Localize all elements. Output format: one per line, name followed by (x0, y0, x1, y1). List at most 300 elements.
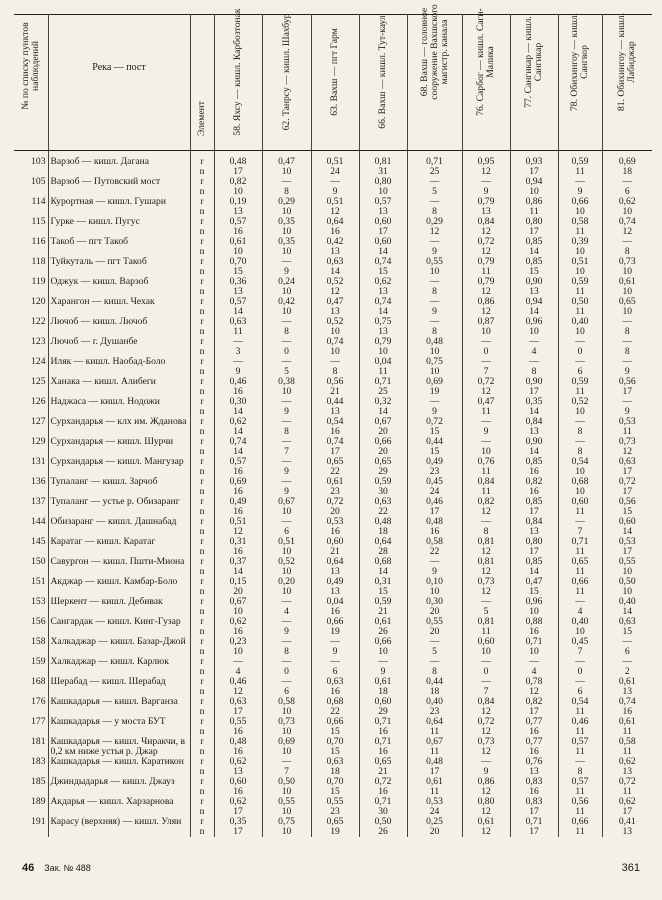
element-label: n (190, 787, 214, 797)
count-value: 10 (262, 547, 311, 557)
correlation-value: 0,60 (214, 777, 262, 787)
count-value: 13 (622, 826, 633, 837)
count-value: 21 (359, 767, 407, 777)
element-label: n (190, 447, 214, 457)
count-value: 8 (407, 327, 462, 337)
correlation-value: 0,50 (618, 576, 636, 587)
station-number: 168 (14, 677, 48, 687)
count-value: 19 (407, 387, 462, 397)
correlation-value: 0,44 (407, 437, 462, 447)
count-value: 16 (214, 227, 262, 237)
count-value: 22 (359, 507, 407, 517)
count-value: 20 (311, 507, 359, 517)
count-value: 14 (510, 407, 558, 417)
count-value: 10 (622, 286, 633, 297)
count-value: 6 (262, 527, 311, 537)
count-value: 13 (510, 427, 558, 437)
count-value: 10 (262, 707, 311, 717)
correlation-value: — (622, 396, 633, 407)
count-value: 12 (407, 227, 462, 237)
correlation-value: 0,44 (407, 677, 462, 687)
correlation-value: — (558, 757, 602, 767)
count-value: 15 (622, 506, 633, 517)
count-value: 0 (462, 667, 510, 677)
correlation-value: 0,59 (359, 597, 407, 607)
count-value: 10 (262, 567, 311, 577)
correlation-value: 0,71 (407, 151, 462, 168)
station-number: 144 (14, 517, 48, 527)
correlation-value: 0,58 (618, 736, 636, 747)
element-label: r (190, 537, 214, 547)
station-number: 156 (14, 617, 48, 627)
count-value: 14 (214, 567, 262, 577)
count-value: 13 (462, 207, 510, 217)
count-value: 23 (407, 707, 462, 717)
correlation-value: 0,59 (558, 377, 602, 387)
correlation-value: 0,62 (618, 796, 636, 807)
correlation-value: 0,42 (262, 297, 311, 307)
element-label: n (190, 707, 214, 717)
element-label: n (190, 607, 214, 617)
correlation-value: 0,36 (214, 277, 262, 287)
correlation-value: 0,57 (558, 737, 602, 747)
count-value: 14 (510, 447, 558, 457)
correlation-value: 0,69 (618, 156, 636, 167)
correlation-value: — (262, 177, 311, 187)
station-number: 125 (14, 377, 48, 387)
count-value: 14 (622, 606, 633, 617)
count-value: 23 (311, 487, 359, 497)
correlation-value: 0,77 (510, 717, 558, 727)
correlation-value: 0,64 (311, 557, 359, 567)
count-value: 5 (462, 607, 510, 617)
count-value: 17 (214, 807, 262, 817)
count-value: 4 (510, 667, 558, 677)
count-value: 15 (510, 587, 558, 597)
element-label: r (190, 617, 214, 627)
correlation-value: 0,66 (359, 437, 407, 447)
count-value: 10 (558, 467, 602, 477)
correlation-value: 0,83 (510, 777, 558, 787)
count-value: 4 (214, 667, 262, 677)
river-post: Иляк — кишл. Наобад-Боло (48, 357, 190, 377)
river-post: Сангардак — кишл. Кинг-Гузар (48, 617, 190, 637)
count-value: 16 (622, 706, 633, 717)
count-value: 15 (311, 727, 359, 737)
correlation-value: — (262, 757, 311, 767)
correlation-value: 0,49 (214, 497, 262, 507)
header-num-text: № по списку пунктов наблюдений (19, 22, 41, 110)
count-value: 9 (262, 627, 311, 637)
count-value: 11 (558, 507, 602, 517)
correlation-value: — (407, 637, 462, 647)
correlation-value: 0,70 (311, 737, 359, 747)
count-value: 16 (510, 487, 558, 497)
count-value: 26 (359, 827, 407, 837)
correlation-value: 0,54 (558, 697, 602, 707)
correlation-value: — (558, 677, 602, 687)
element-label: r (190, 377, 214, 387)
count-value: 10 (262, 507, 311, 517)
correlation-value: — (407, 177, 462, 187)
correlation-value: 0,67 (407, 737, 462, 747)
correlation-value: 0,90 (510, 377, 558, 387)
correlation-value: 0,52 (311, 317, 359, 327)
river-post: Акдарья — кишл. Харзарнова (48, 797, 190, 817)
correlation-value: 0,94 (510, 177, 558, 187)
correlation-value: — (407, 237, 462, 247)
element-label: r (190, 777, 214, 787)
count-value: 10 (262, 207, 311, 217)
correlation-value: 0,73 (462, 577, 510, 587)
count-value: 17 (622, 466, 633, 477)
correlation-value: 0,67 (359, 417, 407, 427)
correlation-value: 0,25 (407, 817, 462, 827)
correlation-value: 0,40 (407, 697, 462, 707)
count-value: 17 (214, 827, 262, 837)
count-value: 10 (558, 207, 602, 217)
correlation-value: 0,58 (407, 537, 462, 547)
correlation-value: 0,66 (558, 577, 602, 587)
correlation-value: 0,90 (510, 437, 558, 447)
count-value: 13 (359, 327, 407, 337)
header-col (510, 15, 558, 151)
correlation-value: 0,55 (407, 257, 462, 267)
correlation-value: 0,40 (618, 596, 636, 607)
element-label: r (190, 257, 214, 267)
correlation-value: — (558, 417, 602, 427)
river-post: Харангон — кишл. Чехак (48, 297, 190, 317)
correlation-value: — (558, 517, 602, 527)
correlation-value: 0,87 (462, 317, 510, 327)
header-col-text: 76. Сарбог — кишл. Сагн-Малика (475, 8, 496, 116)
correlation-value: 0,73 (618, 256, 636, 267)
correlation-value: 0,59 (359, 477, 407, 487)
correlation-value: 0,29 (407, 217, 462, 227)
correlation-value: 0,23 (214, 637, 262, 647)
count-value: 16 (359, 747, 407, 757)
count-value: 11 (558, 547, 602, 557)
correlation-table (14, 4, 652, 837)
correlation-value: 0,84 (462, 697, 510, 707)
count-value: 0 (262, 347, 311, 357)
count-value: 31 (359, 167, 407, 177)
correlation-value: 0,77 (510, 737, 558, 747)
correlation-value: 0,56 (618, 376, 636, 387)
correlation-value: 0,60 (311, 537, 359, 547)
element-label: r (190, 317, 214, 327)
header-col-text: 78. Обихингоу — кишл. Сангвор (569, 12, 590, 112)
count-value: 12 (462, 387, 510, 397)
station-number: 129 (14, 437, 48, 447)
count-value: 11 (558, 747, 602, 757)
station-number: 145 (14, 537, 48, 547)
correlation-value: 0,74 (311, 337, 359, 347)
count-value: 8 (510, 367, 558, 377)
correlation-value: 0,70 (311, 777, 359, 787)
river-post: Сурхандарья — кишл. Мангузар (48, 457, 190, 477)
river-post: Курортная — кишл. Гушари (48, 197, 190, 217)
correlation-value: — (462, 417, 510, 427)
station-number: 153 (14, 597, 48, 607)
count-value: 10 (510, 607, 558, 617)
count-value: 2 (624, 666, 630, 677)
correlation-value: 0,60 (618, 516, 636, 527)
element-label: r (190, 197, 214, 207)
correlation-value: — (462, 177, 510, 187)
element-label: r (190, 237, 214, 247)
count-value: 17 (510, 827, 558, 837)
station-number: 115 (14, 217, 48, 227)
count-value: 9 (214, 367, 262, 377)
count-value: 18 (359, 687, 407, 697)
count-value: 12 (622, 446, 633, 457)
element-label: n (190, 547, 214, 557)
correlation-value: 0,20 (262, 577, 311, 587)
station-number: 131 (14, 457, 48, 467)
count-value: 10 (510, 187, 558, 197)
count-value: 11 (558, 807, 602, 817)
river-post: Шеркент — кишл. Дебивак (48, 597, 190, 617)
header-col-text: 58. Яхсу — кишл. Карбозтонак (232, 8, 243, 136)
correlation-value: 0,80 (510, 217, 558, 227)
correlation-value: 0,56 (311, 377, 359, 387)
correlation-value: 0,71 (558, 537, 602, 547)
river-post: Варзоб — кишл. Дагана (48, 151, 190, 178)
count-value: 17 (407, 767, 462, 777)
correlation-value: — (510, 337, 558, 347)
river-post: Акджар — кишл. Камбар-Боло (48, 577, 190, 597)
header-element-text: Элемент (196, 101, 207, 136)
count-value: 16 (214, 547, 262, 557)
count-value: 8 (407, 207, 462, 217)
element-label: n (190, 467, 214, 477)
count-value: 17 (510, 707, 558, 717)
element-label: r (190, 457, 214, 467)
count-value: 16 (311, 607, 359, 617)
correlation-value: 0,76 (462, 457, 510, 467)
count-value: 24 (311, 167, 359, 177)
count-value: 17 (510, 547, 558, 557)
count-value: 10 (359, 647, 407, 657)
count-value: 11 (214, 327, 262, 337)
correlation-value: 0,63 (214, 317, 262, 327)
correlation-value: 0,62 (214, 757, 262, 767)
correlation-value: 0,35 (262, 217, 311, 227)
correlation-value: 0,24 (262, 277, 311, 287)
correlation-value: 0,65 (359, 457, 407, 467)
station-number: 127 (14, 417, 48, 427)
count-value: 9 (311, 647, 359, 657)
count-value: 24 (407, 807, 462, 817)
count-value: 22 (311, 707, 359, 717)
correlation-value: 0,81 (462, 557, 510, 567)
correlation-value: — (462, 437, 510, 447)
count-value: 10 (558, 627, 602, 637)
element-label: n (190, 347, 214, 357)
element-label: r (190, 697, 214, 707)
correlation-value: 0,83 (510, 797, 558, 807)
station-number: 126 (14, 397, 48, 407)
element-label: n (190, 627, 214, 637)
correlation-value: — (510, 657, 558, 667)
count-value: 10 (558, 327, 602, 337)
river-post: Кашкадарья — кишл. Чиракчи, в 0,2 км ниже устья р. Джар (48, 737, 190, 757)
correlation-value: — (262, 597, 311, 607)
correlation-value: 0,61 (214, 237, 262, 247)
correlation-value: 0,47 (262, 151, 311, 168)
table-row (14, 151, 652, 168)
count-value: 16 (510, 747, 558, 757)
count-value: 14 (359, 567, 407, 577)
count-value: 10 (462, 327, 510, 337)
station-number: 123 (14, 337, 48, 347)
element-label: n (190, 247, 214, 257)
count-value: 23 (407, 467, 462, 477)
correlation-value: 0,47 (311, 297, 359, 307)
correlation-value: 0,61 (618, 716, 636, 727)
element-label: n (190, 207, 214, 217)
correlation-value: 0,55 (262, 797, 311, 807)
correlation-value: 0,60 (558, 497, 602, 507)
count-value: 16 (510, 727, 558, 737)
correlation-value: 0,61 (407, 777, 462, 787)
count-value: 7 (462, 367, 510, 377)
count-value: 4 (510, 347, 558, 357)
correlation-value: — (558, 357, 602, 367)
element-label: n (190, 647, 214, 657)
count-value: 21 (359, 607, 407, 617)
count-value: 12 (510, 687, 558, 697)
count-value: 12 (214, 687, 262, 697)
correlation-value: 0,35 (214, 817, 262, 827)
count-value: 11 (558, 587, 602, 597)
count-value: 11 (558, 827, 602, 837)
count-value: 17 (622, 486, 633, 497)
element-label: r (190, 151, 214, 168)
count-value: 4 (262, 607, 311, 617)
correlation-value: 0,51 (311, 197, 359, 207)
correlation-value: 0,48 (214, 737, 262, 747)
river-post: Лючоб — кишл. Лючоб (48, 317, 190, 337)
correlation-value: 0,61 (462, 817, 510, 827)
station-number: 122 (14, 317, 48, 327)
correlation-value: 0,69 (407, 377, 462, 387)
correlation-value: — (407, 197, 462, 207)
station-number: 159 (14, 657, 48, 667)
correlation-value: — (462, 657, 510, 667)
correlation-value: — (262, 517, 311, 527)
correlation-value: 0,96 (510, 317, 558, 327)
header-col (359, 15, 407, 151)
element-label: n (190, 167, 214, 177)
correlation-value: — (462, 357, 510, 367)
correlation-value: 0,55 (618, 556, 636, 567)
correlation-value: 0,56 (558, 797, 602, 807)
count-value: 10 (262, 287, 311, 297)
correlation-value: 0,66 (558, 197, 602, 207)
correlation-value: — (462, 517, 510, 527)
count-value: 9 (462, 767, 510, 777)
count-value: 16 (214, 727, 262, 737)
correlation-value: — (462, 677, 510, 687)
correlation-value: 0,85 (510, 557, 558, 567)
count-value: 29 (359, 707, 407, 717)
count-value: 11 (462, 267, 510, 277)
count-value: 10 (407, 267, 462, 277)
correlation-value: — (407, 557, 462, 567)
count-value: 6 (311, 667, 359, 677)
count-value: 8 (262, 187, 311, 197)
correlation-value: 0,65 (618, 296, 636, 307)
station-number: 177 (14, 717, 48, 727)
correlation-value: 0,75 (359, 317, 407, 327)
river-post: Тупаланг — устье р. Обизаранг (48, 497, 190, 517)
count-value: 10 (622, 306, 633, 317)
correlation-value: 0,60 (359, 217, 407, 227)
count-value: 14 (214, 427, 262, 437)
count-value: 14 (622, 526, 633, 537)
correlation-value: — (311, 657, 359, 667)
correlation-value: 0,67 (214, 597, 262, 607)
count-value: 17 (510, 807, 558, 817)
count-value: 8 (407, 667, 462, 677)
river-post: Шерабад — кишл. Шерабад (48, 677, 190, 697)
correlation-value: 0,68 (311, 697, 359, 707)
count-value: 17 (622, 806, 633, 817)
footer-left (22, 862, 91, 874)
correlation-value: 0,44 (311, 397, 359, 407)
count-value: 6 (558, 367, 602, 377)
count-value: 11 (558, 287, 602, 297)
correlation-value: — (462, 597, 510, 607)
count-value: 22 (311, 467, 359, 477)
station-number: 114 (14, 197, 48, 207)
element-label: r (190, 297, 214, 307)
correlation-value: — (622, 336, 633, 347)
page-number: 361 (621, 862, 640, 874)
river-post: Обизаранг — кишл. Дашнабад (48, 517, 190, 537)
element-label: r (190, 497, 214, 507)
correlation-value: 0,82 (510, 477, 558, 487)
correlation-value: 0,80 (359, 177, 407, 187)
count-value: 17 (214, 167, 262, 177)
header-col-text: 77. Сангикар — кишл. Сангикар (523, 16, 544, 108)
count-value: 11 (558, 567, 602, 577)
correlation-value: 0,64 (407, 717, 462, 727)
count-value: 11 (407, 747, 462, 757)
count-value: 11 (622, 786, 632, 797)
footer-order-note: Зак. № 488 (44, 863, 91, 873)
river-post: Гурке — кишл. Пугус (48, 217, 190, 237)
count-value: 16 (214, 627, 262, 637)
count-value: 17 (407, 507, 462, 517)
count-value: 11 (622, 426, 632, 437)
station-number: 119 (14, 277, 48, 287)
count-value: 15 (214, 267, 262, 277)
count-value: 7 (462, 687, 510, 697)
correlation-value: 0,66 (359, 637, 407, 647)
element-label: n (190, 367, 214, 377)
station-number: 103 (14, 151, 48, 168)
correlation-value: 0,48 (407, 517, 462, 527)
header-col-text: 68. Вахш — головное сооружение Вахшского магистр. канала (418, 4, 450, 100)
correlation-value: 0,31 (214, 537, 262, 547)
element-label: n (190, 427, 214, 437)
correlation-value: 0,45 (558, 637, 602, 647)
correlation-value: 0,47 (510, 577, 558, 587)
element-label: r (190, 797, 214, 807)
